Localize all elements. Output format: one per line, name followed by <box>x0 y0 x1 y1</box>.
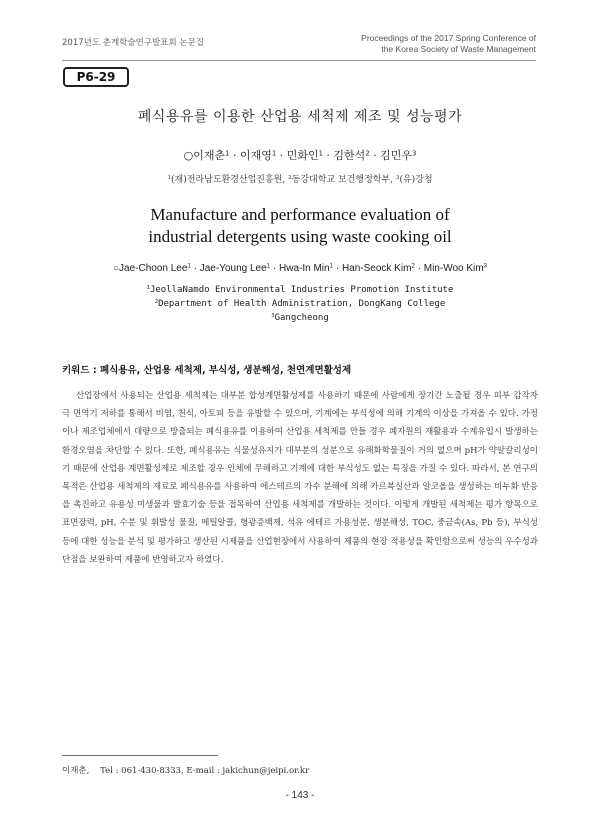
paper-code-badge: P6-29 <box>63 67 129 87</box>
affiliation <box>288 175 396 185</box>
author-affiliation-number: 2 <box>365 149 370 158</box>
korean-authors <box>0 147 600 163</box>
affiliation-number: 3 <box>395 174 400 181</box>
author-separator: · <box>190 263 200 274</box>
english-title-line1: Manufacture and performance evaluation of <box>150 205 450 224</box>
author-affiliation-number: 1 <box>187 262 191 270</box>
english-affiliations <box>0 283 600 325</box>
korean-title: 폐식용유를 이용한 산업용 세척제 제조 및 성능평가 <box>137 109 463 125</box>
author-affiliation-number: 3 <box>412 149 417 158</box>
affiliation <box>0 311 600 325</box>
author-name: Jae-Young Lee <box>199 263 267 274</box>
affiliation-number: 1 <box>167 174 172 181</box>
running-header-left: 2017년도 춘계학술연구발표회 논문집 <box>62 38 204 48</box>
affiliation <box>0 283 600 297</box>
keywords: 키워드 : 폐식용유, 산업용 세척제, 부식성, 생분해성, 천연계면활성제 <box>62 365 352 376</box>
author-separator: · <box>322 149 334 162</box>
affiliation-text: (재)전라남도환경산업진흥원, <box>171 175 289 185</box>
affiliation <box>396 175 433 185</box>
affiliation-text: 동강대학교 보건행정학부, <box>291 175 396 185</box>
author-name: 김한석 <box>333 149 366 162</box>
author-affiliation-number: 1 <box>225 149 230 158</box>
affiliation-number: 3 <box>271 312 275 319</box>
affiliation-number: 2 <box>288 174 292 181</box>
author-affiliation-number: 2 <box>411 262 415 270</box>
author-separator: · <box>369 149 381 162</box>
affiliation-number: 1 <box>146 284 150 291</box>
author-affiliation-number: 1 <box>329 262 334 270</box>
author-separator: · <box>270 263 280 274</box>
author-affiliation-number: 1 <box>318 149 323 158</box>
author-separator: · <box>276 149 287 162</box>
english-title-line2: industrial detergents using waste cooking oil <box>148 227 452 246</box>
running-header-right <box>361 33 536 55</box>
abstract <box>62 387 538 569</box>
header-rule <box>62 60 536 61</box>
affiliation-number: 2 <box>154 298 159 305</box>
corresponding-author-footnote: 이재춘, Tel : 061-430-8333, E-mail : jakichun@jeipi.or.kr <box>62 766 310 776</box>
author-separator: · <box>229 149 240 162</box>
author-affiliation-number: 3 <box>483 262 488 270</box>
author-separator: · <box>333 263 342 274</box>
presenter-mark: ○ <box>112 263 120 274</box>
page-number: - 143 - <box>285 790 315 801</box>
running-header-right-line2: the Korea Society of Waste Management <box>381 44 536 54</box>
author-name: 이재춘 <box>193 149 226 162</box>
author-name: Hwa-In Min <box>279 263 330 274</box>
author-name: 김민우 <box>380 149 413 162</box>
korean-affiliations <box>0 172 600 185</box>
affiliation-text: (유)강청 <box>399 175 433 185</box>
author-name: 민화인 <box>286 149 319 162</box>
english-authors <box>0 263 600 274</box>
affiliation-text: Gangcheong <box>274 313 329 323</box>
author-name: Han-Seock Kim <box>341 263 412 274</box>
author-name: Jae-Choon Lee <box>119 263 188 274</box>
author-name: 이재영 <box>239 149 272 162</box>
affiliation-text: Department of Health Administration, DongKang College <box>158 299 446 309</box>
presenter-mark: ○ <box>183 149 194 162</box>
affiliation-text: JeollaNamdo Environmental Industries Promotion Institute <box>149 285 454 295</box>
affiliation <box>0 297 600 311</box>
author-name: Min-Woo Kim <box>423 263 484 274</box>
running-header-right-line1: Proceedings of the 2017 Spring Conference of <box>361 33 536 43</box>
affiliation <box>167 175 288 185</box>
abstract-paragraph: 산업장에서 사용되는 산업용 세척제는 대부분 합성계면활성제를 사용하기 때문에 사람에게 장기간 노출될 경우 피부 감작자극 면역기 저하를 통해서 비염, 천식, 아토피 등을 유발할 수 있으며, 기계에는 부식성에 의해 기계의 이상을 가져올 수 있다. 가정이나 제조업체에서 대량으로 방출되는 폐식용유를 이용하여 산업용 세척제를 만들 경우 폐자원의 재활용과 수계유입시 발생하는 환경오염을 차단할 수 있다. 또한, 폐식용유는 식물성유지가 대부분의 성분으로 유해화학물질이 거의 없으며 pH가 약알칼리성이기 때문에 산업용 계면활성제로 제조할 경우 인체에 무해하고 기계에 대한 부식성도 없는 특징을 가질 수 있다. 따라서, 본 연구의 목적은 산업용 세척제의 재료로 폐식용유를 사용하여 에스테르의 가수 분해에 의해 카르복실산과 알코올을 생성하는 비누화 반응을 촉진하고 유용성 미생물과 발효기술 등을 접목하여 산업용 세척제를 개발하는 것이다. 이렇게 개발된 세척제는 평가 항목으로 표면장력, pH, 수분 및 휘발성 물질, 메틸알콜, 형광증백제, 석유 에테르 가용성분, 생분해성, TOC, 중금속(As, Pb 등), 부식성 등에 대한 성능을 분석 및 평가하고 생산된 시제품을 산업현장에서 사용하여 제품의 현장 적용성을 확인함으로써 성능의 우수성과 단점을 보완하여 제품에 반영하고자 하였다. <box>62 391 538 565</box>
author-affiliation-number: 1 <box>271 149 277 158</box>
english-title <box>0 204 600 248</box>
author-separator: · <box>414 263 424 274</box>
author-affiliation-number: 1 <box>266 262 271 270</box>
footnote-rule <box>62 755 218 756</box>
